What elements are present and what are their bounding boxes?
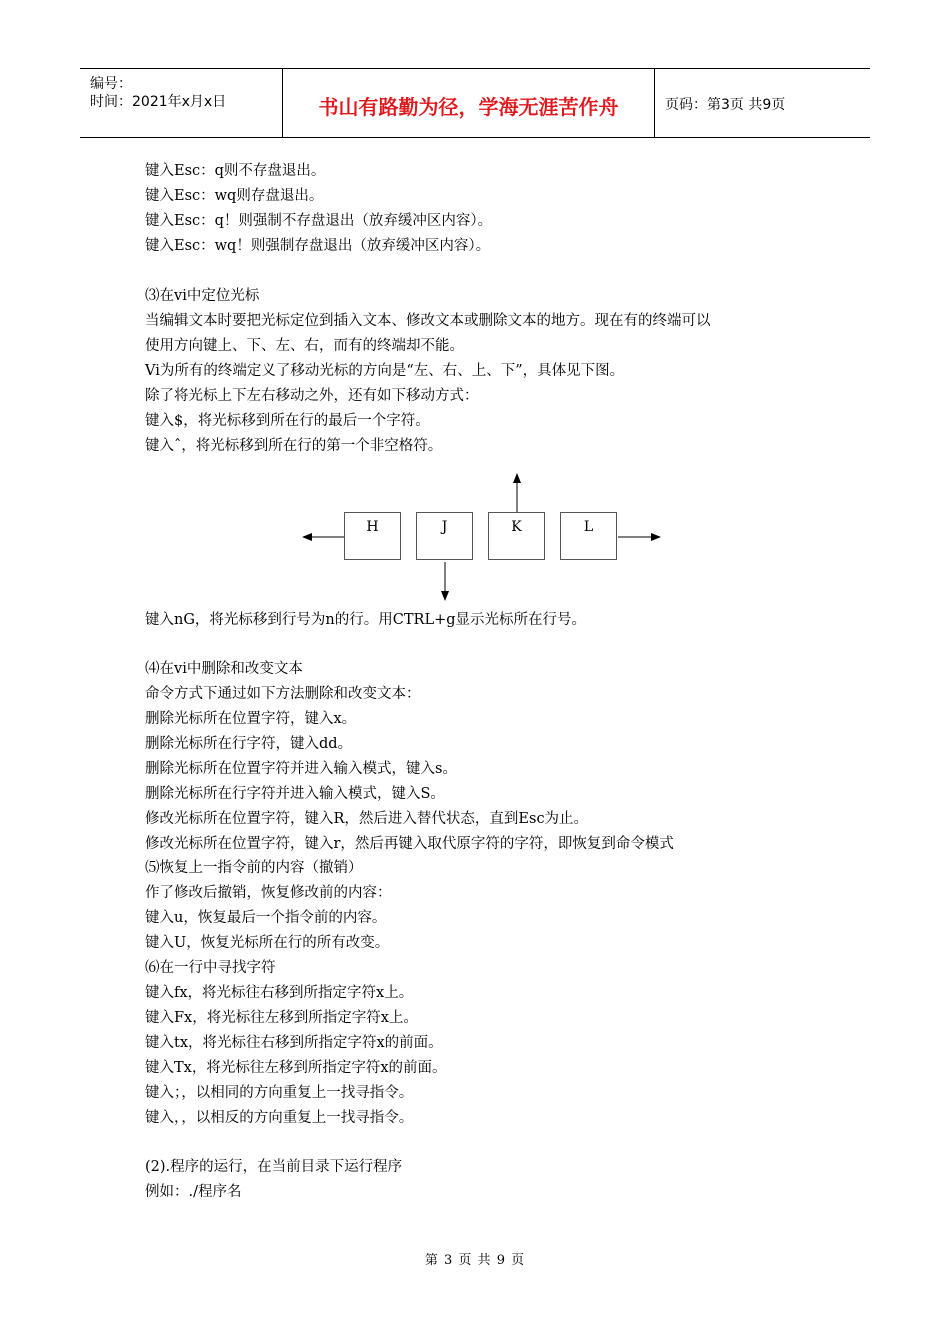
body-line: 例如：./程序名 [145, 1184, 242, 1200]
time-label: 时间：2021年x月x日 [90, 94, 227, 110]
body-line: 键入Tx，将光标往左移到所指定字符x的前面。 [145, 1060, 447, 1076]
body-line: 键入Esc：wq则存盘退出。 [145, 188, 324, 204]
body-line: 删除光标所在位置字符，键入x。 [145, 711, 357, 727]
header-left-cell [80, 69, 283, 137]
body-line: 键入Esc：wq！则强制存盘退出（放弃缓冲区内容）。 [145, 238, 491, 254]
key-j: J [416, 512, 473, 560]
body-line: 除了将光标上下左右移动之外，还有如下移动方式： [145, 388, 479, 404]
body-line: 键入U，恢复光标所在行的所有改变。 [145, 935, 390, 951]
section-heading: (2).程序的运行，在当前目录下运行程序 [145, 1159, 403, 1175]
body-line: 键入tx，将光标往右移到所指定字符x的前面。 [145, 1035, 443, 1051]
body-line: 删除光标所在位置字符并进入输入模式，键入s。 [145, 761, 457, 777]
body-line: 键入；，以相同的方向重复上一找寻指令。 [145, 1085, 414, 1101]
body-line: 键入u，恢复最后一个指令前的内容。 [145, 910, 387, 926]
body-line: 删除光标所在行字符，键入dd。 [145, 736, 353, 752]
body-line: 删除光标所在行字符并进入输入模式，键入S。 [145, 786, 445, 802]
page-indicator: 页码：第3页 共9页 [665, 97, 786, 113]
number-label: 编号： [90, 76, 132, 92]
header-mid-cell [283, 69, 655, 137]
body-line: 作了修改后撤销，恢复修改前的内容： [145, 885, 392, 901]
body-line: 使用方向键上、下、左、右，而有的终端却不能。 [145, 338, 464, 354]
header-motto: 书山有路勤为径，学海无涯苦作舟 [318, 95, 619, 119]
section-heading: ⑹在一行中寻找字符 [145, 960, 276, 976]
page-header [80, 68, 870, 138]
section-heading: ⑶在vi中定位光标 [145, 288, 260, 304]
key-l: L [560, 512, 617, 560]
body-line: 修改光标所在位置字符，键入R，然后进入替代状态，直到Esc为止。 [145, 811, 589, 827]
key-k: K [488, 512, 545, 560]
body-line: 当编辑文本时要把光标定位到插入文本、修改文本或删除文本的地方。现在有的终端可以 [145, 313, 711, 329]
body-line: 键入$，将光标移到所在行的最后一个字符。 [145, 413, 430, 429]
page-footer: 第 3 页 共 9 页 [424, 1253, 526, 1268]
section-heading: ⑷在vi中删除和改变文本 [145, 661, 303, 677]
body-line: 键入ˆ，将光标移到所在行的第一个非空格符。 [145, 438, 443, 454]
body-line: 键入Esc：q！则强制不存盘退出（放弃缓冲区内容）。 [145, 213, 493, 229]
body-line: 键入Fx，将光标往左移到所指定字符x上。 [145, 1010, 418, 1026]
section-heading: ⑸恢复上一指令前的内容（撤销） [145, 860, 363, 876]
body-line: 键入fx，将光标往右移到所指定字符x上。 [145, 985, 414, 1001]
header-right-cell [655, 69, 870, 137]
body-line: Vi为所有的终端定义了移动光标的方向是“左、右、上、下”，具体见下图。 [145, 363, 625, 379]
body-line: 命令方式下通过如下方法删除和改变文本： [145, 686, 421, 702]
body-line: 键入nG，将光标移到行号为n的行。用CTRL+g显示光标所在行号。 [145, 612, 587, 628]
key-h: H [344, 512, 401, 560]
body-line: 键入，，以相反的方向重复上一找寻指令。 [145, 1110, 414, 1126]
body-line: 键入Esc：q则不存盘退出。 [145, 163, 326, 179]
body-line: 修改光标所在位置字符，键入r，然后再键入取代原字符的字符，即恢复到命令模式 [145, 836, 674, 852]
